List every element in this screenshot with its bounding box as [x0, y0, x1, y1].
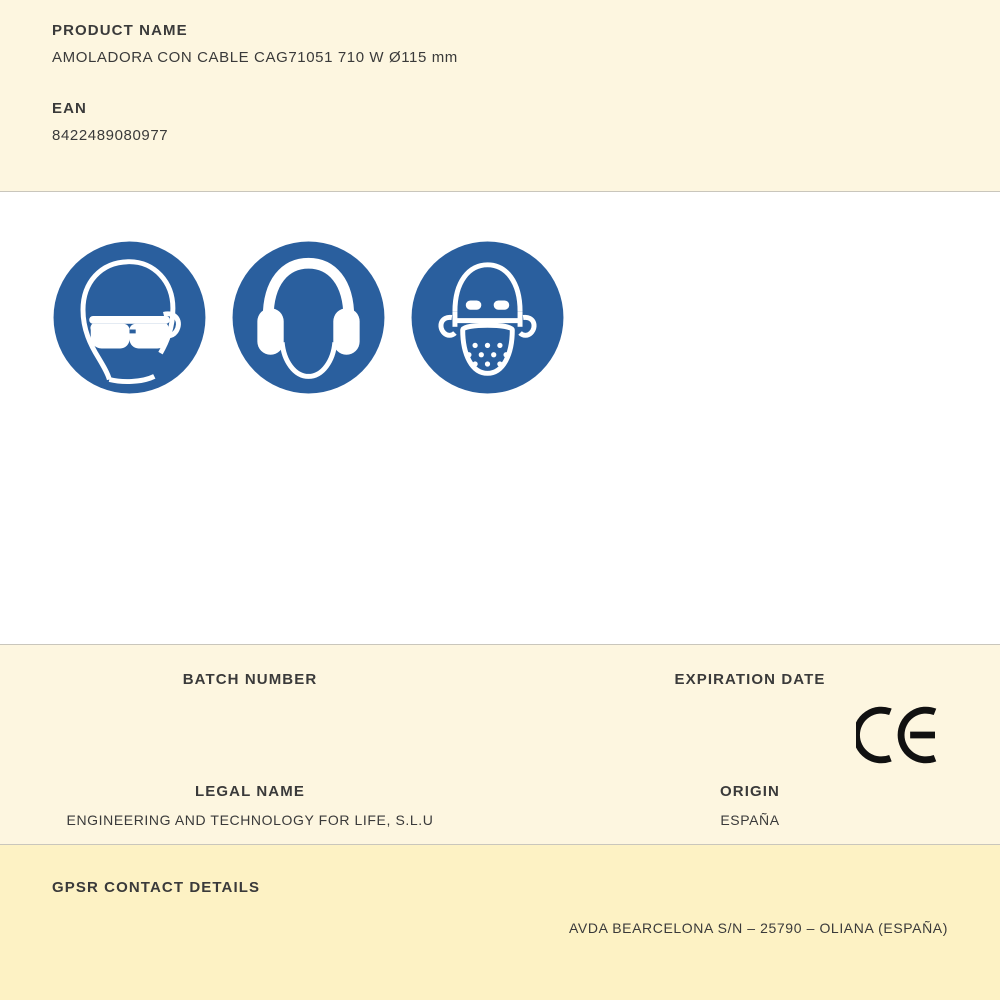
traceability-section — [0, 645, 1000, 845]
product-name-label: PRODUCT NAME — [52, 22, 188, 39]
product-name-field — [52, 22, 948, 66]
ce-mark-icon — [856, 705, 942, 765]
ean-value: 8422489080977 — [52, 127, 169, 144]
pictogram-row — [52, 240, 948, 395]
ear-protection-icon — [231, 240, 386, 395]
ean-label: EAN — [52, 100, 87, 117]
legal-name-value: ENGINEERING AND TECHNOLOGY FOR LIFE, S.L.U — [66, 812, 434, 828]
product-name-value: AMOLADORA CON CABLE CAG71051 710 W Ø115 mm — [52, 49, 458, 66]
gpsr-contact-address: AVDA BEARCELONA S/N – 25790 – OLIANA (ESPAÑA) — [569, 920, 948, 936]
gpsr-contact-label: GPSR CONTACT DETAILS — [52, 879, 261, 896]
product-header-section — [0, 0, 1000, 192]
batch-number-field — [0, 671, 500, 721]
safety-pictogram-section — [0, 192, 1000, 645]
expiration-date-label: EXPIRATION DATE — [674, 671, 826, 688]
eye-protection-icon — [52, 240, 207, 395]
origin-value: ESPAÑA — [720, 812, 780, 828]
batch-number-label: BATCH NUMBER — [182, 671, 318, 688]
gpsr-section — [0, 845, 1000, 1000]
ean-field — [52, 100, 948, 144]
origin-label: ORIGIN — [720, 783, 780, 800]
legal-origin-row — [0, 783, 1000, 829]
batch-number-value — [20, 704, 480, 721]
respiratory-protection-icon — [410, 240, 565, 395]
origin-field — [500, 783, 1000, 829]
legal-name-field — [0, 783, 500, 829]
legal-name-label: LEGAL NAME — [195, 783, 305, 800]
batch-expiry-row — [0, 671, 1000, 721]
